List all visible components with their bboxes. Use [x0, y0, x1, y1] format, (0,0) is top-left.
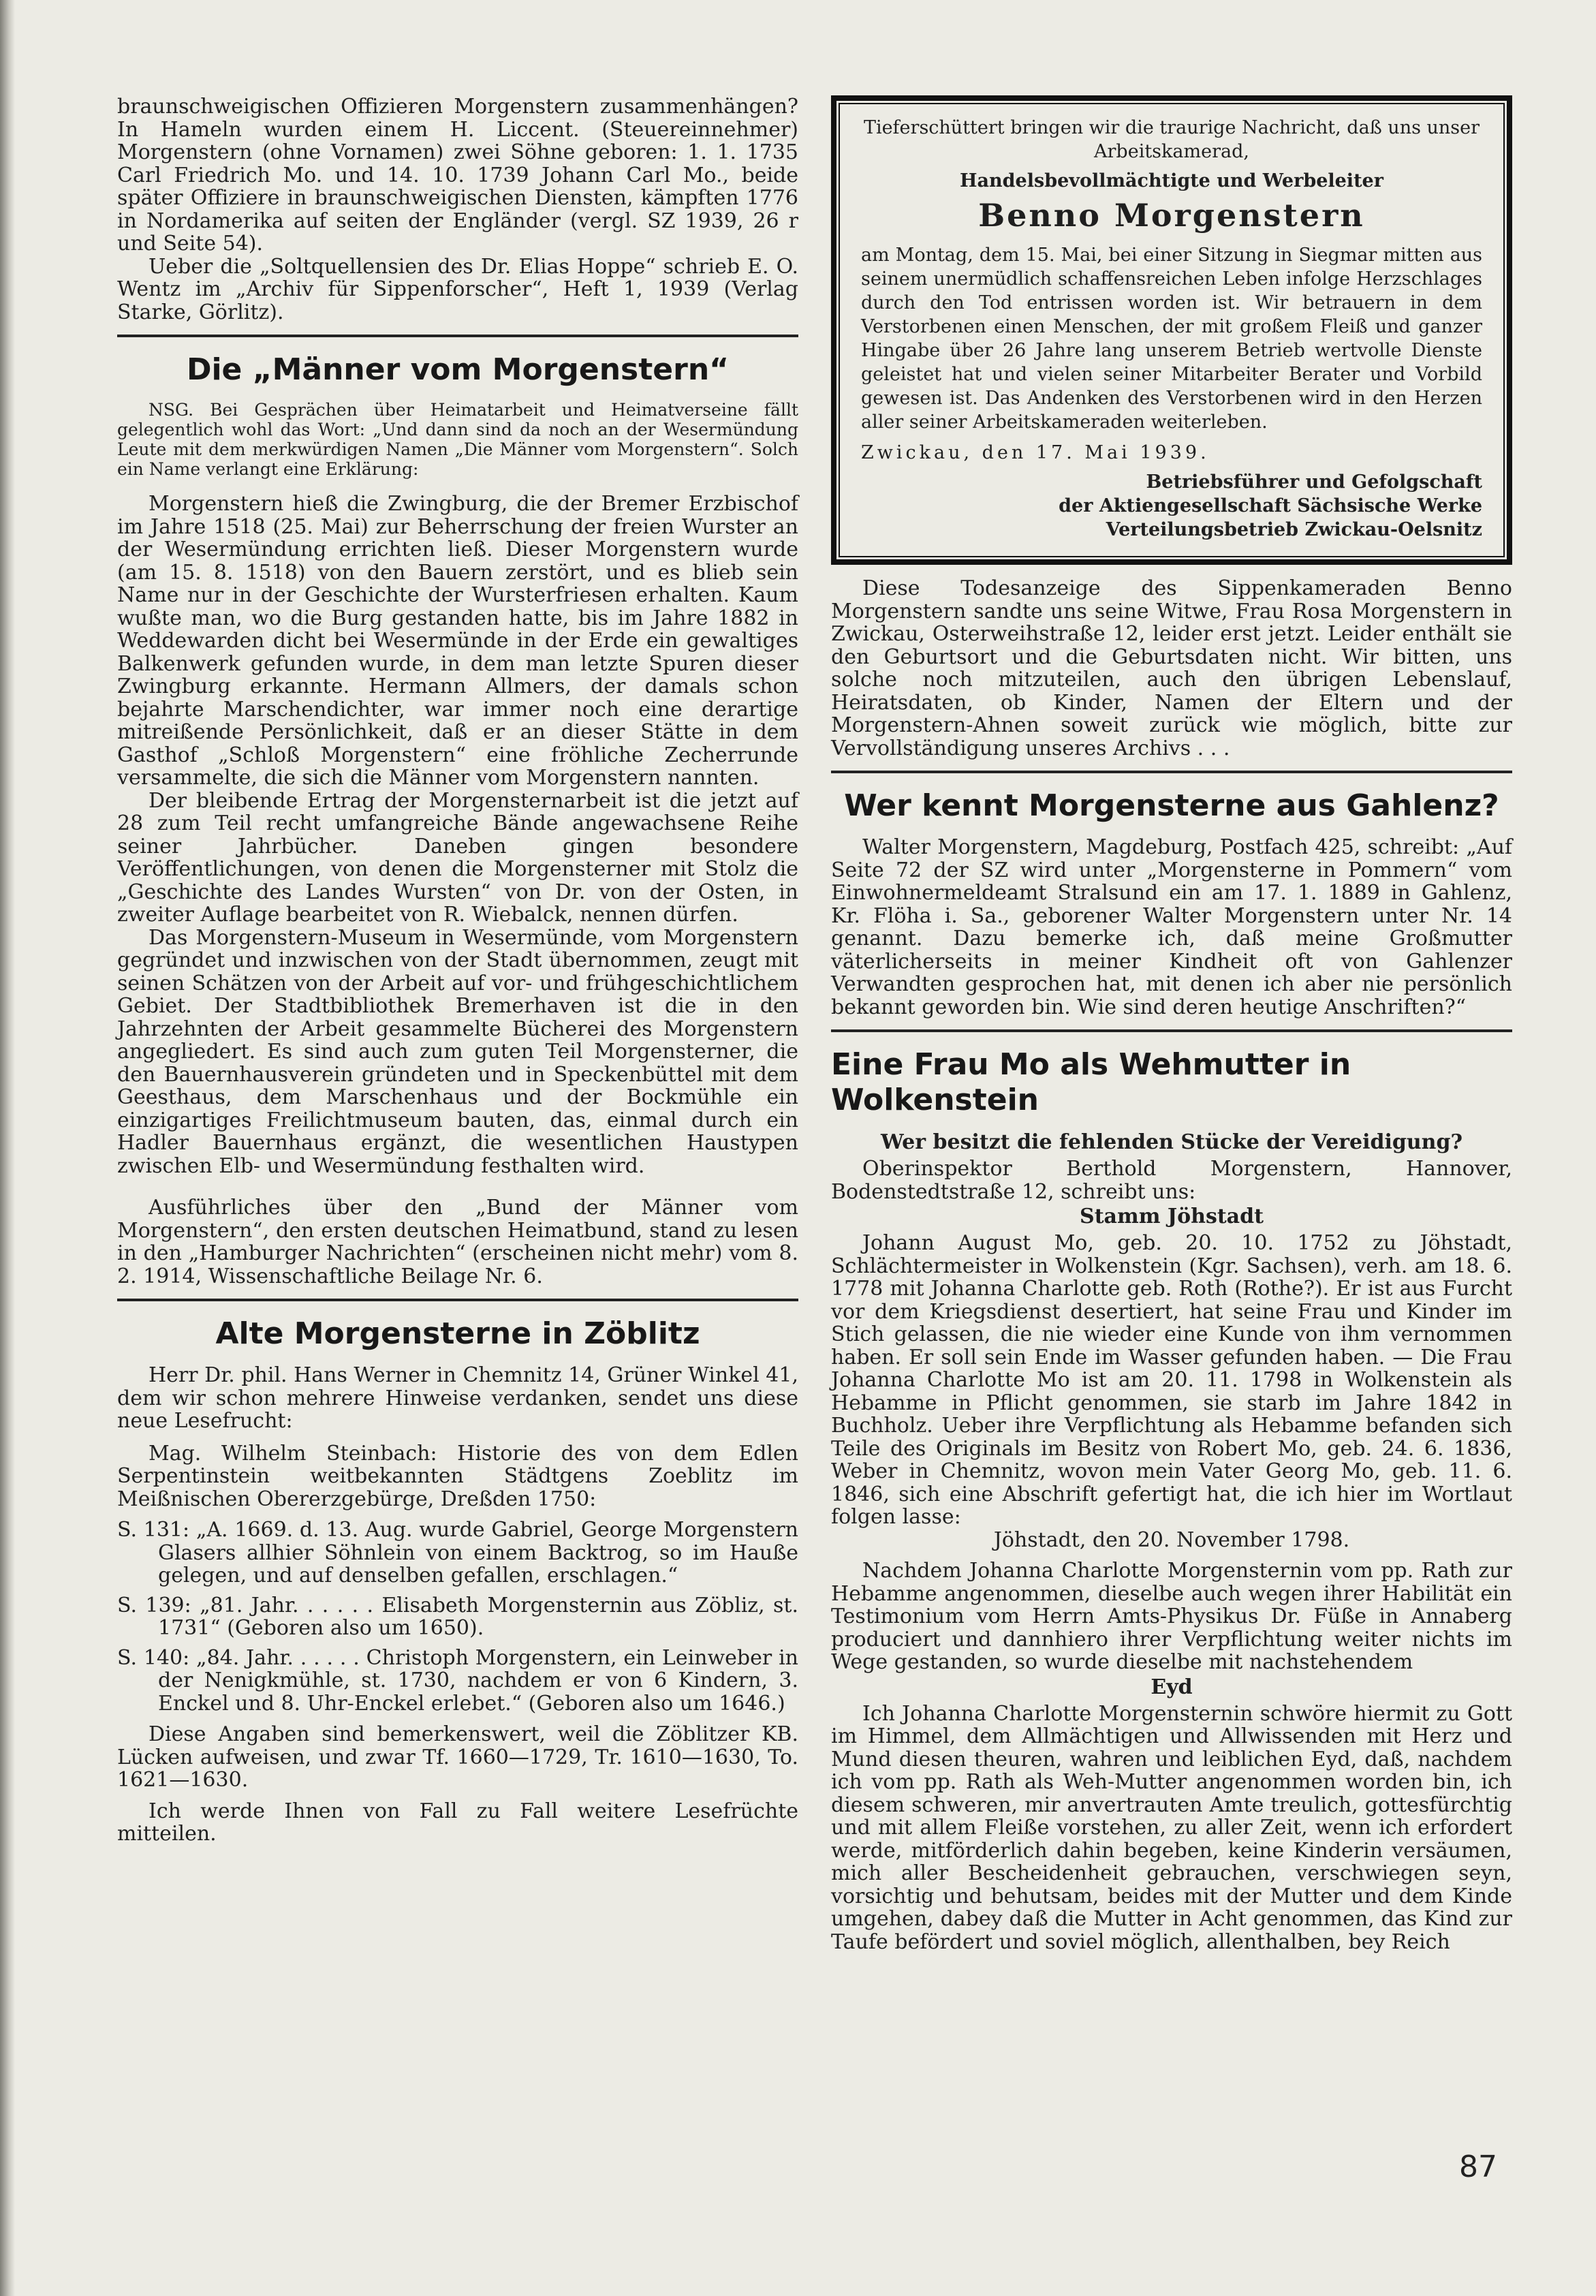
- zoeblitz-closing: Ich werde Ihnen von Fall zu Fall weitere Lesefrüchte mitteilen.: [117, 1799, 798, 1846]
- section-divider: [117, 335, 798, 337]
- zoeblitz-quote: S. 131: „A. 1669. d. 13. Aug. wurde Gabriel, George Morgenstern Glasers allhier Söhnlein von einem Backtrog, so im Hauße gelegen, und auf denselben gefallen, erschlagen.“: [117, 1518, 798, 1587]
- section-divider: [831, 771, 1512, 773]
- notice-signature: Betriebsführer und Gefolgschaft: [1146, 471, 1482, 493]
- maenner-heading: Die „Männer vom Morgenstern“: [186, 352, 730, 387]
- right-column: [831, 95, 1512, 1953]
- wolkenstein-subtitle: Wer besitzt die fehlenden Stücke der Vereidigung?: [880, 1130, 1463, 1154]
- gahlenz-heading: Wer kennt Morgensterne aus Gahlenz?: [844, 788, 1499, 823]
- notice-name: Benno Morgenstern: [978, 197, 1365, 234]
- intro-paragraph: braunschweigischen Offizieren Morgenstern zusammenhängen? In Hameln wurden einem H. Liccent. (Steuereinnehmer) Morgenstern (ohne Vornamen) zwei Söhne geboren: 1. 1. 1735 Carl Friedrich Mo. und 14. 10. 1739 Johann Carl Mo., beide später Offiziere in braunschweigischen Diensten, kämpften 1776 in Nordamerika auf seiten der Engländer (vergl. SZ 1939, 26 r und Seite 54).: [117, 95, 798, 255]
- section-divider: [117, 1299, 798, 1301]
- page: [15, 0, 1596, 2296]
- notice-place-date: Zwickau, den 17. Mai 1939.: [861, 442, 1210, 463]
- book-spine-shadow: [0, 0, 15, 2296]
- wolkenstein-dateline: Jöhstadt, den 20. November 1798.: [993, 1527, 1350, 1552]
- wolkenstein-paragraph: Johann August Mo, geb. 20. 10. 1752 zu Jöhstadt, Schlächtermeister in Wolkenstein (Kgr. Sachsen), verh. am 18. 6. 1778 mit Johanna Charlotte geb. Roth (Rothe?). Er ist aus Furcht vor dem Kriegsdienst desertiert, hat seine Frau und Kinder im Stich gelassen, die nie wieder eine Kunde von ihm vernommen haben. Er soll sein Ende im Wasser gefunden haben. — Die Frau Johanna Charlotte Mo ist am 20. 11. 1798 in Wolkenstein als Hebamme in Pflicht genommen, sie starb im Jahre 1842 in Buchholz. Ueber ihre Verpflichtung als Hebamme befanden sich Teile des Originals im Besitz von Robert Mo, geb. 24. 6. 1836, Weber in Chemnitz, wovon mein Vater Georg Mo, geb. 11. 6. 1846, sich eine Abschrift gefertigt hat, die ich hier im Wortlaut folgen lasse:: [831, 1231, 1512, 1529]
- maenner-paragraph: Morgenstern hieß die Zwingburg, die der Bremer Erzbischof im Jahre 1518 (25. Mai) zur Beherrschung der freien Wurster an der Wesermündung errichten ließ. Dieser Morgenstern wurde (am 15. 8. 1518) von den Bauern zerstört, und es blieb sein Name nur in der Geschichte der Wursterfriesen erhalten. Kaum wußte man, wo die Burg gestanden hatte, bis im Jahre 1882 in Weddewarden dicht bei Wesermünde in der Erde ein gewaltiges Balkenwerk gefunden wurde, in dem man letzte Spuren dieser Zwingburg erkannte. Hermann Allmers, der damals schon bejahrte Marschendichter, war immer noch eine derartige mitreißende Persönlichkeit, daß er an dieser Stätte in dem Gasthof „Schloß Morgenstern“ eine fröhliche Zecherrunde versammelte, die sich die Männer vom Morgenstern nannten.: [117, 492, 798, 790]
- wolkenstein-intro: Oberinspektor Berthold Morgenstern, Hannover, Bodenstedtstraße 12, schreibt uns:: [831, 1157, 1512, 1204]
- wolkenstein-paragraph: Nachdem Johanna Charlotte Morgensternin vom pp. Rath zur Hebamme angenommen, dieselbe auch wegen ihrer Habilität ein Testimonium vom Herrn Amts-Physikus Dr. Füße in Annaberg produciert und dannhiero ihrer Verpflichtung weiter nichts im Wege gestanden, so wurde dieselbe mit nachstehendem: [831, 1559, 1512, 1674]
- wolkenstein-heading: Eine Frau Mo als Wehmutter in Wolkenstein: [831, 1047, 1351, 1117]
- zoeblitz-intro: Herr Dr. phil. Hans Werner in Chemnitz 14, Grüner Winkel 41, dem wir schon mehrere Hinweise verdanken, sendet uns diese neue Lesefrucht:: [117, 1363, 798, 1433]
- eyd-heading: Eyd: [1151, 1675, 1193, 1699]
- notice-signature: der Aktiengesellschaft Sächsische Werke: [1059, 495, 1482, 516]
- zoeblitz-quote: S. 139: „81. Jahr. . . . . . Elisabeth Morgensternin aus Zöbliz, st. 1731“ (Geboren also um 1650).: [117, 1593, 798, 1640]
- zoeblitz-source: Mag. Wilhelm Steinbach: Historie des von dem Edlen Serpentinstein weitbekannten Städtgens Zoeblitz im Meißnischen Obererzgebürge, Dreßden 1750:: [117, 1441, 798, 1511]
- zoeblitz-quotes: [117, 1519, 798, 1715]
- maenner-paragraph: Der bleibende Ertrag der Morgensternarbeit ist die jetzt auf 28 zum Teil recht umfangreiche Bände angewachsene Reihe seiner Jahrbücher. Daneben gingen besondere Veröffentlichungen, von denen die Morgensterner mit Stolz die „Geschichte des Landes Wursten“ von Dr. von der Osten, in zweiter Auflage bearbeitet von R. Wiebalck, nennen dürfen.: [117, 788, 798, 927]
- notice-body: am Montag, dem 15. Mai, bei einer Sitzung in Siegmar mitten aus seinem unermüdlich schaffensreichen Leben infolge Herzschlages durch den Tod entrissen worden ist. Wir betrauern in dem Verstorbenen einen Menschen, der mit großem Fleiß und ganzer Hingabe über 26 Jahre lang unserem Betrieb wertvolle Dienste geleistet hat und vielen seiner Mitarbeiter Berater und Vorbild gewesen ist. Das Andenken des Verstorbenen wird in den Herzen aller seiner Arbeitskameraden weiterleben.: [861, 245, 1482, 433]
- death-notice-box: [831, 95, 1512, 565]
- intro-paragraph: Ueber die „Soltquellensien des Dr. Elias Hoppe“ schrieb E. O. Wentz im „Archiv für Sippenforscher“, Heft 1, 1939 (Verlag Starke, Görlitz).: [117, 254, 798, 324]
- oath-text: Ich Johanna Charlotte Morgensternin schwöre hiermit zu Gott im Himmel, dem Allmächtigen und Allwissenden mit Herz und Mund diesen theuren, wahren und leiblichen Eyd, daß, nachdem ich vom pp. Rath als Weh-Mutter angenommen worden bin, ich diesem schweren, mir anvertrauten Amte treulich, gottesfürchtig und mit allem Fleiße vorstehen, zu aller Zeit, wenn ich erfordert werde, mitförderlich dahin begeben, keine Kinderin versäumen, mich aller Bescheidenheit gebrauchen, verschwiegen seyn, vorsichtig und behutsam, beides mit der Mutter und dem Kinde umgehen, dabey daß die Mutter in Acht genommen, das Kind zur Taufe befördert und soviel möglich, allenthalben, bey Reich: [831, 1701, 1512, 1954]
- zoeblitz-closing: Diese Angaben sind bemerkenswert, weil die Zöblitzer KB. Lücken aufweisen, und zwar Tf. 1660—1729, Tr. 1610—1630, To. 1621—1630.: [117, 1722, 798, 1792]
- left-column: [117, 95, 798, 1846]
- stamm-heading: Stamm Jöhstadt: [1080, 1205, 1264, 1228]
- maenner-paragraph: Das Morgenstern-Museum in Wesermünde, vom Morgenstern gegründet und inzwischen von der Stadt übernommen, zeugt mit seinen Schätzen von der Arbeit auf vor- und frühgeschichtlichem Gebiet. Der Stadtbibliothek Bremerhaven ist die in den Jahrzehnten der Arbeit gesammelte Bücherei des Morgenstern angegliedert. Es sind auch zum guten Teil Morgensterner, die den Bauernhausverein gründeten und in Speckenbüttel mit dem Geesthaus, dem Marschenhaus und der Bockmühle ein einzigartiges Freilichtmuseum bauten, das, einmal durch ein Hadler Bauernhaus ergänzt, die wesentlichen Haustypen zwischen Elb- und Wesermündung festhalten wird.: [117, 925, 798, 1178]
- maenner-paragraph: Ausführliches über den „Bund der Männer vom Morgenstern“, den ersten deutschen Heimatbund, stand zu lesen in den „Hamburger Nachrichten“ (erscheinen nicht mehr) vom 8. 2. 1914, Wissenschaftliche Beilage Nr. 6.: [117, 1196, 798, 1288]
- notice-signature: Verteilungsbetrieb Zwickau-Oelsnitz: [1106, 519, 1482, 540]
- maenner-lead: NSG. Bei Gesprächen über Heimatarbeit und Heimatverseine fällt gelegentlich wohl das Wort: „Und dann sind da noch an der Wesermündung Leute mit dem merkwürdigen Namen „Die Männer vom Morgenstern“. Solch ein Name verlangt eine Erklärung:: [117, 400, 798, 479]
- notice-comment: Diese Todesanzeige des Sippenkameraden Benno Morgenstern sandte uns seine Witwe, Frau Rosa Morgenstern in Zwickau, Osterweihstraße 12, leider erst jetzt. Leider enthält sie den Geburtsort und die Geburtsdaten nicht. Wir bitten, uns solche noch mitzuteilen, auch den übrigen Lebenslauf, Heiratsdaten, ob Kinder, Namen der Eltern und der Morgenstern-Ahnen soweit zurück wie möglich, bitte zur Vervollständigung unseres Archivs . . .: [831, 576, 1512, 760]
- gahlenz-text: Walter Morgenstern, Magdeburg, Postfach 425, schreibt: „Auf Seite 72 der SZ wird unter „Morgensterne in Pommern“ vom Einwohnermeldeamt Stralsund ein am 17. 1. 1889 in Gahlenz, Kr. Flöha i. Sa., geborener Walter Morgenstern unter Nr. 14 genannt. Dazu bemerke ich, daß meine Großmutter väterlicherseits in meiner Kindheit oft von Gahlenzer Verwandten gesprochen hat, mit denen ich aber nie persönlich bekannt geworden bin. Wie sind deren heutige Anschriften?“: [831, 835, 1512, 1019]
- zoeblitz-quote: S. 140: „84. Jahr. . . . . . Christoph Morgenstern, ein Leinweber in der Nenigkmühle, st. 1730, nachdem er von 6 Kindern, 3. Enckel und 8. Uhr-Enckel erlebet.“ (Geboren also um 1646.): [117, 1645, 798, 1716]
- notice-role: Handelsbevollmächtigte und Werbeleiter: [960, 170, 1383, 191]
- notice-opening: Tieferschüttert bringen wir die traurige Nachricht, daß uns unser Arbeitskamerad,: [863, 117, 1480, 162]
- section-divider: [831, 1029, 1512, 1032]
- zoeblitz-heading: Alte Morgensterne in Zöblitz: [215, 1316, 700, 1351]
- page-number: 87: [1459, 2150, 1497, 2184]
